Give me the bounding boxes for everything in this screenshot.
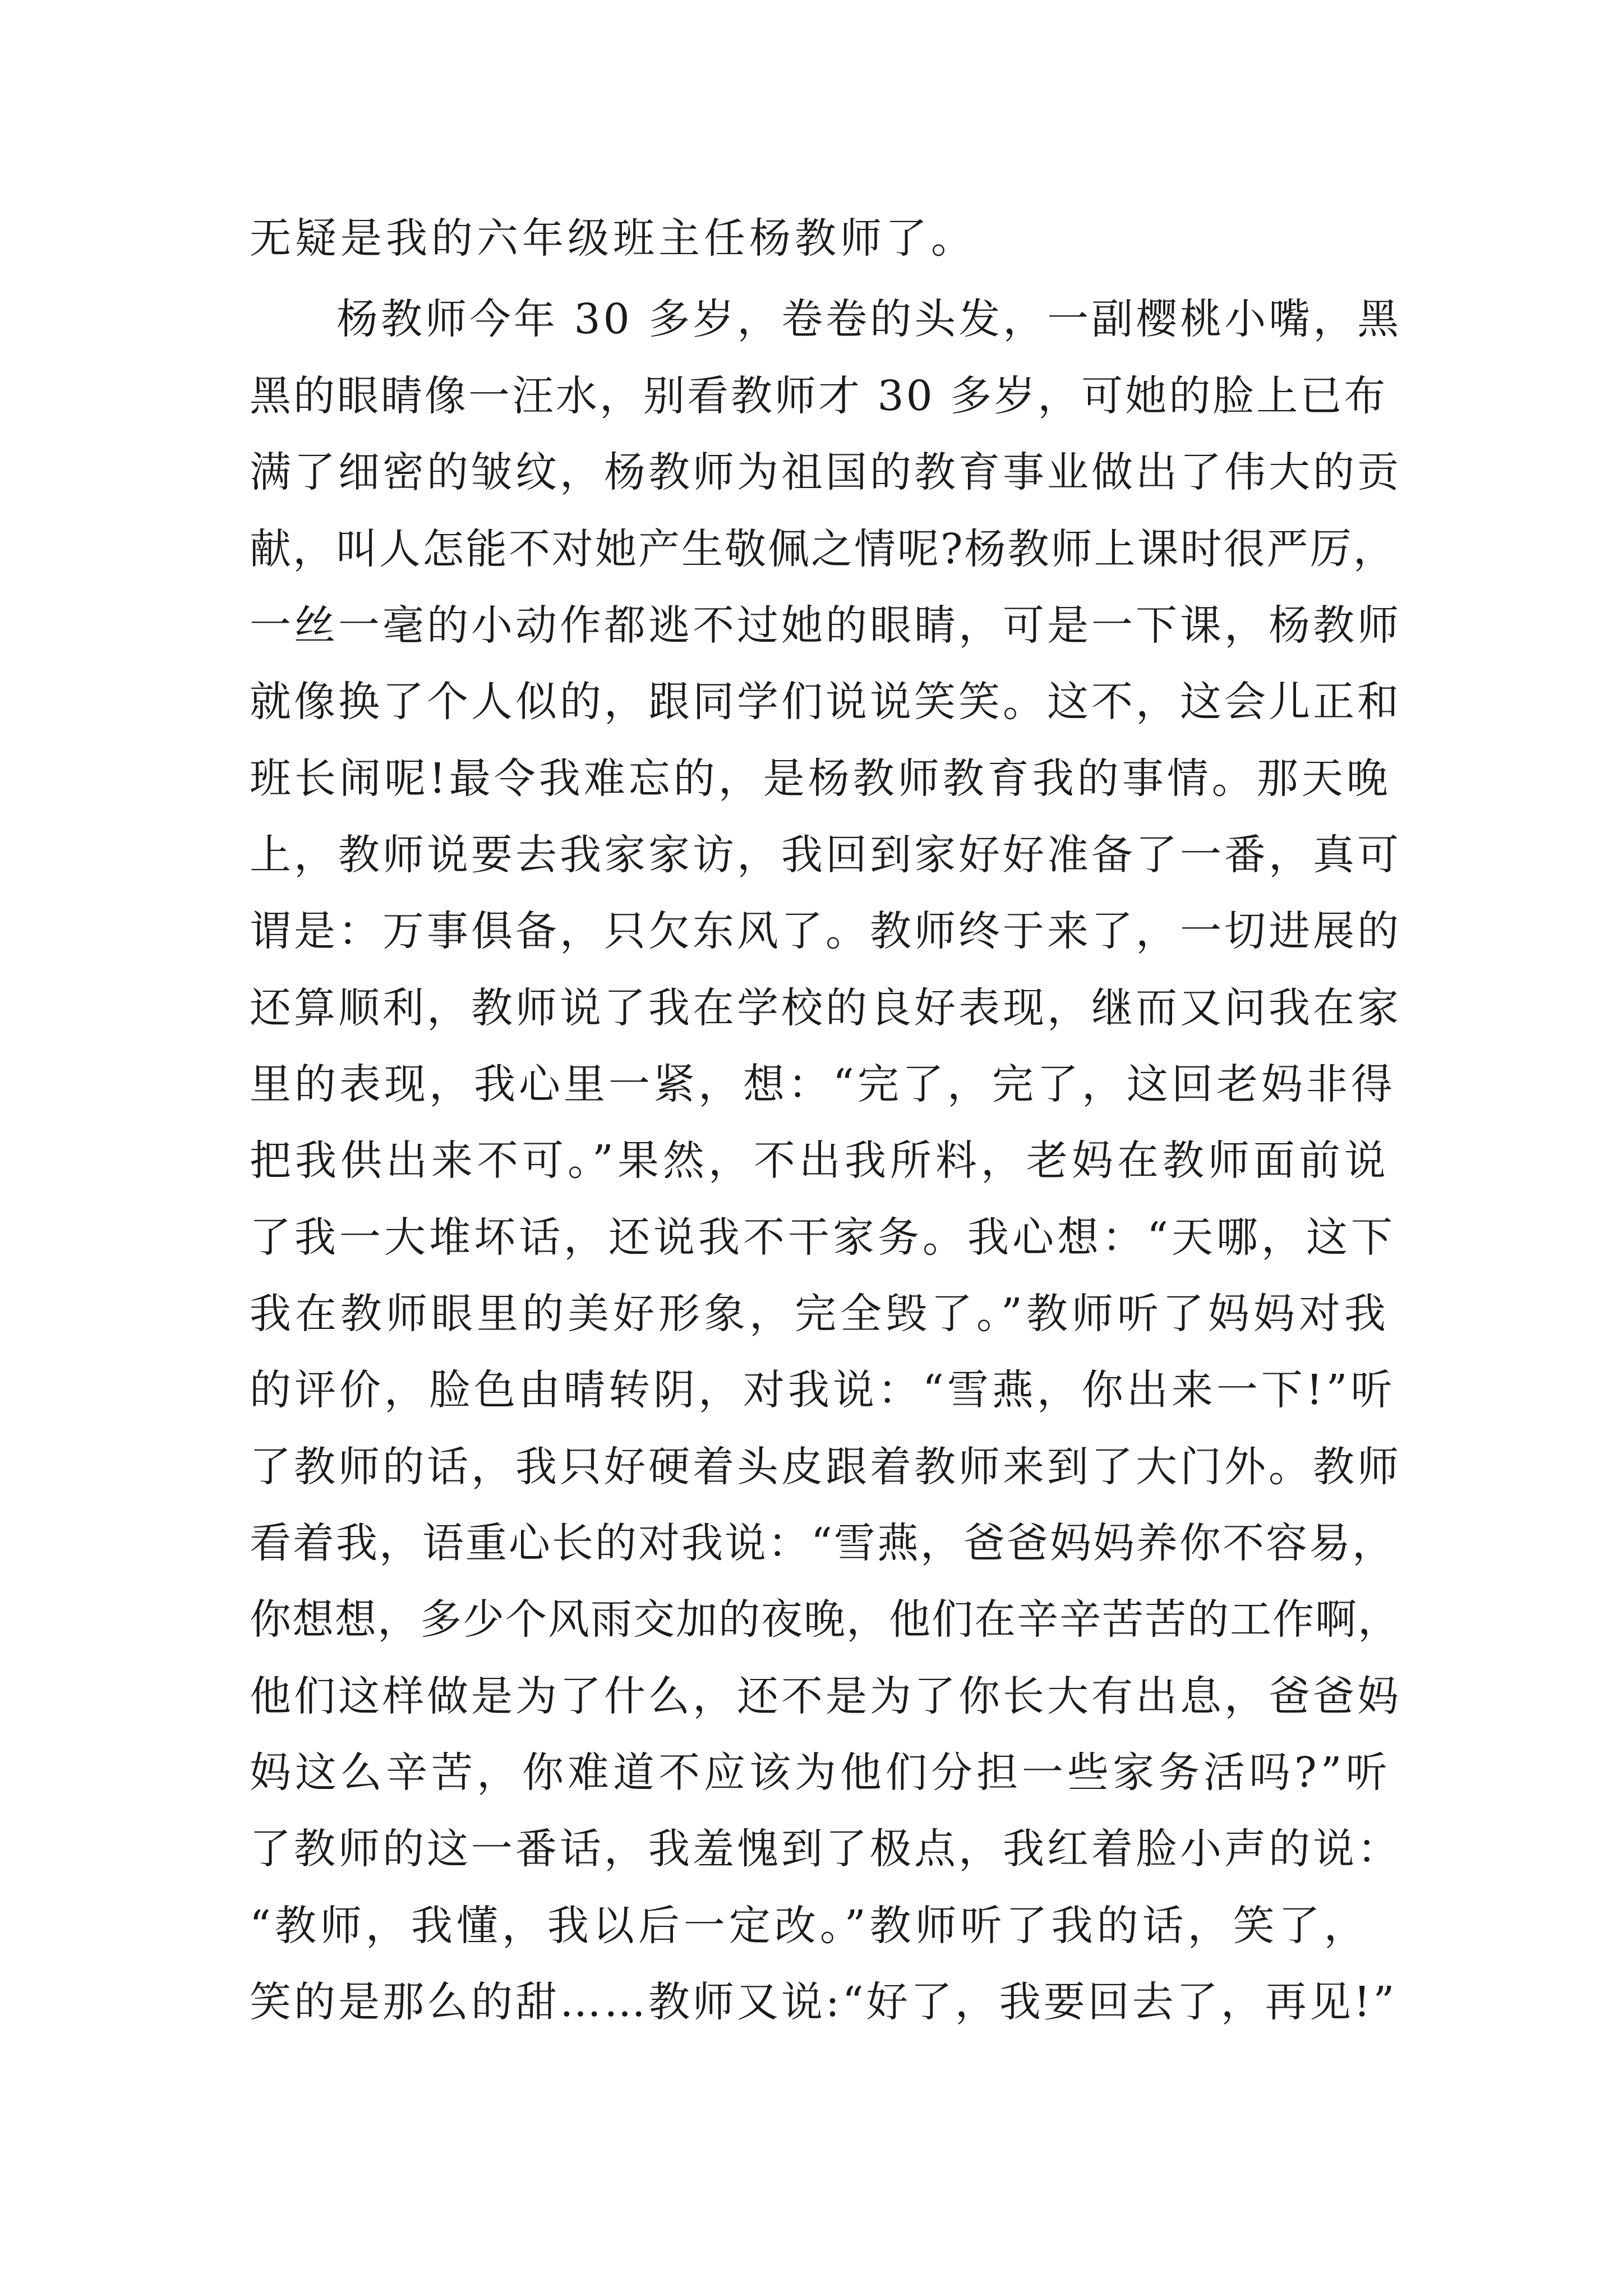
text-line-6: 一丝一毫的小动作都逃不过她的眼睛，可是一下课，杨教师: [250, 601, 1401, 650]
text-line-11: 还算顺利，教师说了我在学校的良好表现，继而又问我在家: [250, 984, 1401, 1032]
text-line-21: 妈这么辛苦，你难道不应该为他们分担一些家务活吗?”听: [250, 1749, 1391, 1797]
text-line-17: 了教师的话，我只好硬着头皮跟着教师来到了大门外。教师: [250, 1443, 1401, 1491]
text-line-4: 满了细密的皱纹，杨教师为祖国的教育事业做出了伟大的贡: [250, 448, 1401, 496]
text-line-18: 看着我，语重心长的对我说：“雪燕，爸爸妈妈养你不容易，: [250, 1519, 1395, 1567]
text-line-9: 上，教师说要去我家家访，我回到家好好准备了一番，真可: [250, 831, 1401, 879]
text-line-7: 就像换了个人似的，跟同学们说说笑笑。这不，这会儿正和: [250, 678, 1401, 726]
text-line-16: 的评价，脸色由晴转阴，对我说：“雪燕，你出来一下!”听: [250, 1366, 1396, 1414]
text-line-13: 把我供出来不可。”果然，不出我所料，老妈在教师面前说: [250, 1137, 1390, 1185]
text-line-22: 了教师的这一番话，我羞愧到了极点，我红着脸小声的说：: [250, 1825, 1401, 1873]
text-line-8: 班长闹呢!最令我难忘的，是杨教师教育我的事情。那天晚: [250, 754, 1391, 803]
text-line-19: 你想想，多少个风雨交加的夜晚，他们在辛辛苦苦的工作啊，: [250, 1595, 1400, 1644]
text-line-10: 谓是：万事俱备，只欠东风了。教师终于来了，一切进展的: [250, 907, 1401, 955]
text-line-12: 里的表现，我心里一紧，想：“完了，完了，这回老妈非得: [250, 1060, 1396, 1108]
text-line-14: 了我一大堆坏话，还说我不干家务。我心想：“天哪，这下: [250, 1213, 1396, 1262]
text-line-15: 我在教师眼里的美好形象，完全毁了。”教师听了妈妈对我: [250, 1290, 1390, 1338]
text-line-24: 笑的是那么的甜……教师又说:“好了，我要回去了，再见!”: [250, 1978, 1398, 2026]
text-line-1: 无疑是我的六年级班主任杨教师了。: [250, 214, 976, 263]
text-line-3: 黑的眼睛像一汪水，别看教师才 30 多岁，可她的脸上已布: [250, 372, 1388, 420]
paragraph-start-line: 杨教师今年 30 多岁，卷卷的头发，一副樱桃小嘴，黑: [336, 295, 1402, 343]
text-line-5: 献，叫人怎能不对她产生敬佩之情呢?杨教师上课时很严厉，: [250, 525, 1396, 573]
text-line-20: 他们这样做是为了什么，还不是为了你长大有出息，爸爸妈: [250, 1672, 1401, 1720]
text-line-23: “教师，我懂，我以后一定改。”教师听了我的话，笑了，: [250, 1902, 1370, 1950]
